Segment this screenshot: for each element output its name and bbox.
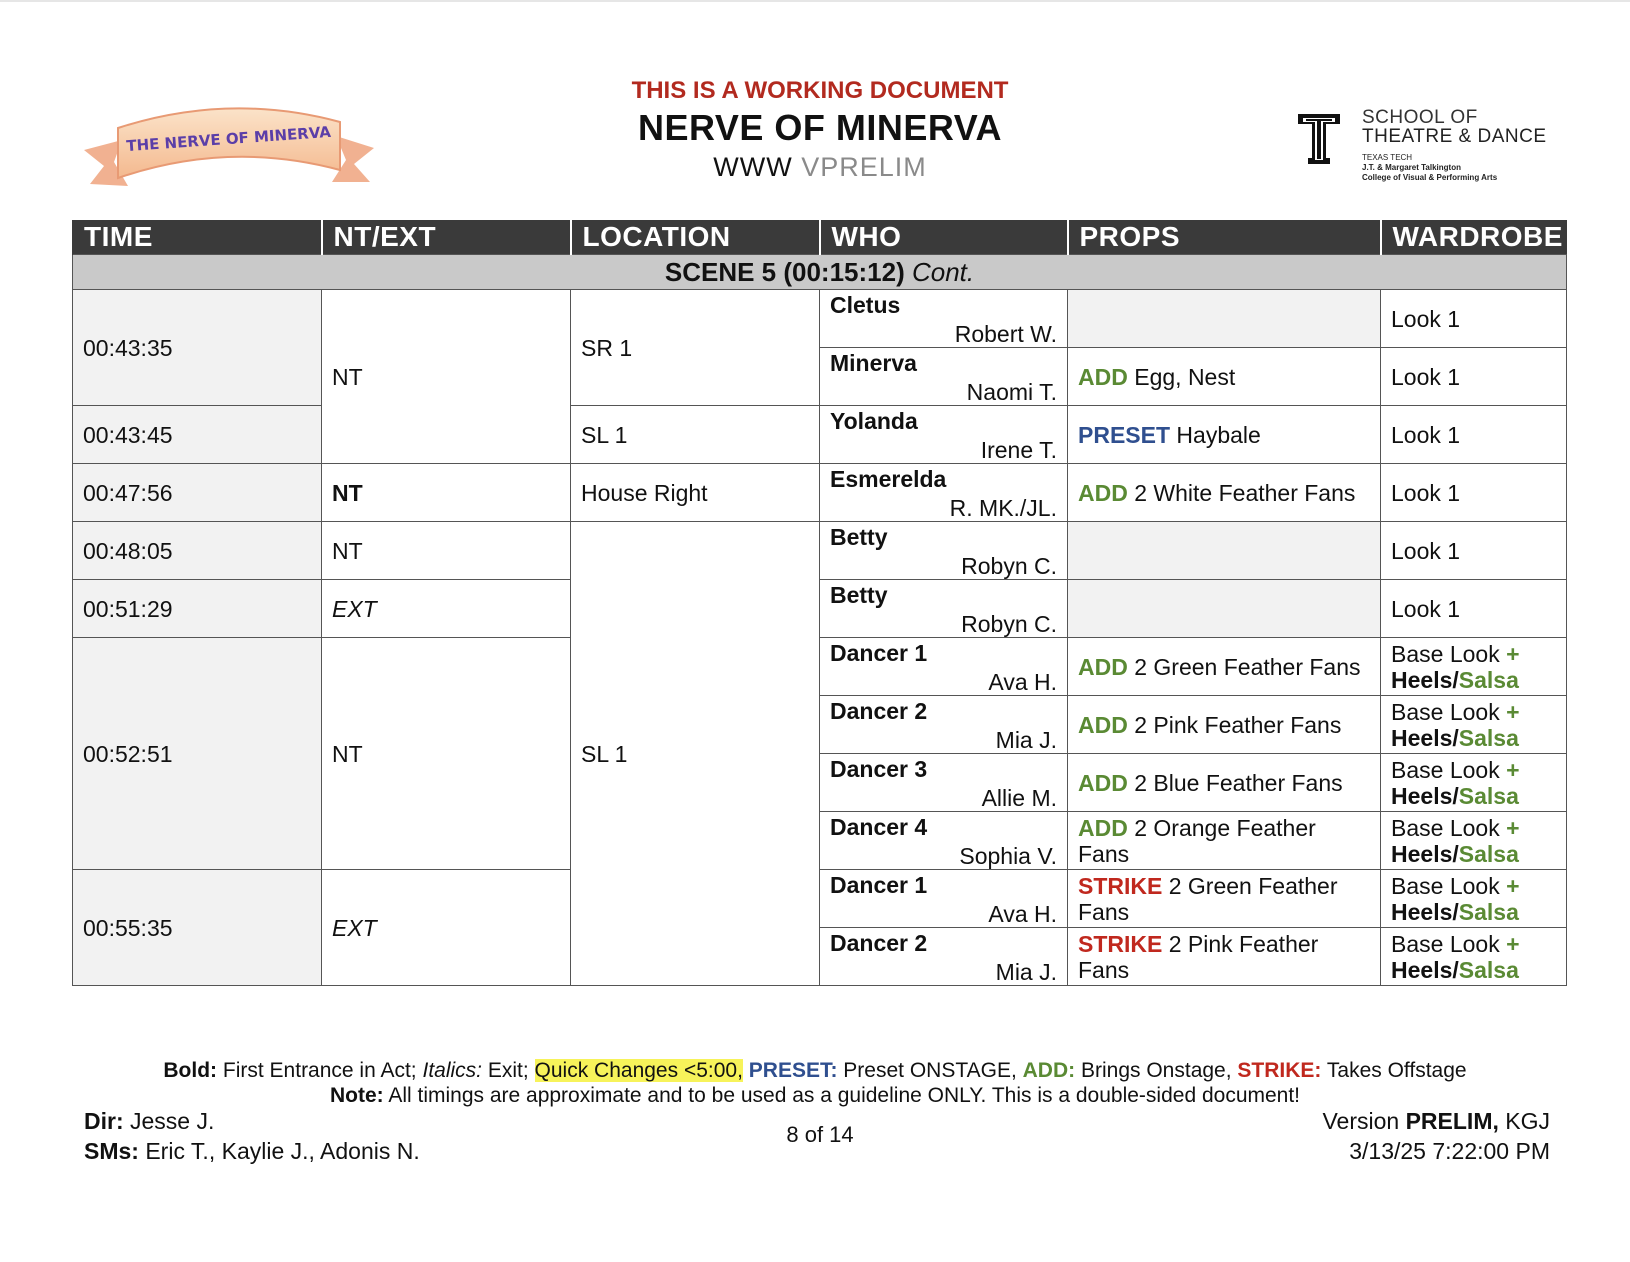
props-keyword-add: ADD (1078, 653, 1128, 680)
legend-bold-text: First Entrance in Act; (222, 1059, 417, 1082)
footer-right (1322, 1106, 1550, 1166)
wardrobe-base: Base Look (1391, 756, 1500, 783)
wardrobe-base: Base Look (1391, 872, 1500, 899)
who-role: Dancer 2 (830, 930, 928, 956)
time-cell: 00:43:35 (73, 290, 322, 406)
who-actor: R. MK./JL. (949, 495, 1057, 521)
column-header-props: PROPS (1068, 220, 1381, 255)
location-cell: SL 1 (571, 522, 820, 986)
wardrobe-salsa: Salsa (1458, 724, 1519, 751)
who-actor: Naomi T. (966, 379, 1057, 405)
who-role: Betty (830, 524, 888, 550)
legend-note (0, 1083, 1630, 1108)
props-keyword-add: ADD (1078, 769, 1128, 796)
sms-label: SMs: (84, 1138, 139, 1164)
who-cell (820, 812, 1068, 870)
wardrobe-plus: + (1506, 930, 1520, 957)
nt-ext-cell: NT (322, 522, 571, 580)
who-cell (820, 348, 1068, 406)
who-cell (820, 406, 1068, 464)
wardrobe-plus: + (1506, 698, 1520, 725)
props-keyword-add: ADD (1078, 711, 1128, 738)
who-role: Betty (830, 582, 888, 608)
document-header (560, 76, 1080, 184)
legend-preset-label: PRESET: (748, 1059, 838, 1082)
props-cell (1068, 348, 1381, 406)
wardrobe-cell: Look 1 (1381, 406, 1567, 464)
who-actor: Robyn C. (961, 611, 1057, 637)
working-document-label: THIS IS A WORKING DOCUMENT (631, 77, 1009, 104)
version-line (1322, 1106, 1550, 1136)
wardrobe-plus: + (1506, 814, 1520, 841)
wardrobe-base: Base Look (1391, 640, 1500, 667)
wardrobe-cell (1381, 870, 1567, 928)
wardrobe-heels: Heels/ (1391, 840, 1459, 867)
who-cell (820, 754, 1068, 812)
footer-left (84, 1106, 420, 1166)
props-cell (1068, 464, 1381, 522)
who-role: Minerva (830, 350, 917, 376)
table-row (73, 290, 1567, 348)
wardrobe-plus: + (1506, 756, 1520, 783)
props-item: 2 Orange Feather Fans (1078, 814, 1316, 867)
site-suffix: VPRELIM (801, 152, 927, 182)
note-label: Note: (329, 1084, 384, 1107)
who-role: Esmerelda (830, 466, 947, 492)
wardrobe-cell: Look 1 (1381, 580, 1567, 638)
wardrobe-cell (1381, 638, 1567, 696)
props-cell (1068, 522, 1381, 580)
school-line2: THEATRE & DANCE (1362, 126, 1547, 147)
who-role: Dancer 2 (830, 698, 928, 724)
version-value: PRELIM, (1405, 1108, 1499, 1134)
time-cell: 00:48:05 (73, 522, 322, 580)
svg-text:THE NERVE OF MINERVA: THE NERVE OF MINERVA (125, 122, 332, 156)
school-logo (1296, 108, 1576, 188)
wardrobe-salsa: Salsa (1458, 666, 1519, 693)
legend-quick-changes: Quick Changes <5:00, (534, 1059, 743, 1082)
column-header-who: WHO (820, 220, 1068, 255)
legend-italics-text: Exit; (487, 1059, 529, 1082)
nt-ext-cell: NT (322, 464, 571, 522)
stage-managers-line (84, 1136, 420, 1166)
table-row (73, 406, 1567, 464)
site-line (560, 150, 1080, 184)
props-keyword-preset: PRESET (1078, 421, 1171, 448)
school-small-text (1362, 153, 1547, 183)
column-header-nt-ext: NT/EXT (322, 220, 571, 255)
nt-ext-cell: EXT (322, 580, 571, 638)
props-item: Egg, Nest (1134, 363, 1236, 390)
legend-strike-text: Takes Offstage (1326, 1059, 1467, 1082)
wardrobe-heels: Heels/ (1391, 782, 1459, 809)
who-cell (820, 928, 1068, 986)
who-cell (820, 638, 1068, 696)
props-item: 2 Pink Feather Fans (1078, 930, 1319, 983)
props-item: 2 Green Feather Fans (1134, 653, 1361, 680)
props-cell (1068, 870, 1381, 928)
props-item: 2 Pink Feather Fans (1134, 711, 1342, 738)
wardrobe-cell (1381, 754, 1567, 812)
props-keyword-add: ADD (1078, 479, 1128, 506)
who-role: Dancer 1 (830, 872, 928, 898)
location-cell: SR 1 (571, 290, 820, 406)
document-datetime: 3/13/25 7:22:00 PM (1349, 1138, 1550, 1164)
props-keyword-add: ADD (1078, 363, 1128, 390)
who-actor: Sophia V. (959, 843, 1057, 869)
table-row (73, 522, 1567, 580)
time-cell: 00:47:56 (73, 464, 322, 522)
props-cell (1068, 812, 1381, 870)
who-cell (820, 870, 1068, 928)
legend-bold-label: Bold: (163, 1059, 218, 1082)
legend-line1 (0, 1058, 1630, 1083)
school-text-block (1362, 108, 1547, 183)
legend-strike-label: STRIKE: (1237, 1059, 1322, 1082)
who-actor: Allie M. (981, 785, 1057, 811)
run-sheet-table (72, 220, 1567, 986)
wardrobe-heels: Heels/ (1391, 724, 1459, 751)
legend-add-text: Brings Onstage, (1080, 1059, 1232, 1082)
wardrobe-cell (1381, 812, 1567, 870)
props-item: 2 Green Feather Fans (1078, 872, 1338, 925)
legend-italics-label: Italics: (422, 1059, 482, 1082)
school-line1: SCHOOL OF (1362, 107, 1478, 128)
site-prefix: WWW (713, 152, 793, 182)
props-cell (1068, 406, 1381, 464)
scene-row (73, 255, 1567, 290)
wardrobe-heels: Heels/ (1391, 666, 1459, 693)
double-t-icon (1296, 110, 1342, 166)
top-rule (0, 0, 1630, 2)
wardrobe-base: Base Look (1391, 814, 1500, 841)
who-cell (820, 522, 1068, 580)
props-cell (1068, 754, 1381, 812)
wardrobe-heels: Heels/ (1391, 956, 1459, 983)
wardrobe-cell: Look 1 (1381, 348, 1567, 406)
props-cell (1068, 290, 1381, 348)
who-actor: Mia J. (995, 727, 1057, 753)
wardrobe-heels: Heels/ (1391, 898, 1459, 925)
scene-title: SCENE 5 (00:15:12) (664, 257, 905, 287)
wardrobe-cell (1381, 696, 1567, 754)
director-label: Dir: (84, 1108, 124, 1134)
who-actor: Mia J. (995, 959, 1057, 985)
wardrobe-salsa: Salsa (1458, 782, 1519, 809)
location-cell: SL 1 (571, 406, 820, 464)
who-role: Cletus (830, 292, 901, 318)
time-cell: 00:43:45 (73, 406, 322, 464)
version-initials: KGJ (1505, 1108, 1550, 1134)
time-cell: 00:52:51 (73, 638, 322, 870)
wardrobe-salsa: Salsa (1458, 956, 1519, 983)
wardrobe-cell (1381, 928, 1567, 986)
time-cell: 00:55:35 (73, 870, 322, 986)
school-small-2: J.T. & Margaret Talkington (1362, 163, 1461, 172)
wardrobe-cell: Look 1 (1381, 522, 1567, 580)
props-cell (1068, 696, 1381, 754)
legend-add-label: ADD: (1022, 1059, 1076, 1082)
note-text: All timings are approximate and to be used as a guideline ONLY. This is a double-sided document! (388, 1084, 1301, 1107)
props-item: Haybale (1176, 421, 1261, 448)
who-actor: Robert W. (954, 321, 1057, 347)
props-keyword-add: ADD (1078, 814, 1128, 841)
column-header-time: TIME (73, 220, 322, 255)
who-actor: Robyn C. (961, 553, 1057, 579)
who-cell (820, 464, 1068, 522)
who-cell (820, 696, 1068, 754)
column-header-location: LOCATION (571, 220, 820, 255)
table-header-row (73, 220, 1567, 255)
legend (0, 1058, 1630, 1108)
props-cell (1068, 638, 1381, 696)
wardrobe-plus: + (1506, 872, 1520, 899)
wardrobe-salsa: Salsa (1458, 898, 1519, 925)
nerve-of-minerva-banner-logo (84, 100, 374, 200)
school-small-1: TEXAS TECH (1362, 153, 1413, 162)
props-cell (1068, 580, 1381, 638)
who-role: Dancer 3 (830, 756, 928, 782)
wardrobe-cell: Look 1 (1381, 290, 1567, 348)
who-role: Dancer 4 (830, 814, 928, 840)
wardrobe-plus: + (1506, 640, 1520, 667)
who-role: Yolanda (830, 408, 918, 434)
props-keyword-strike: STRIKE (1078, 872, 1163, 899)
who-actor: Irene T. (980, 437, 1057, 463)
scene-heading (73, 255, 1567, 290)
who-cell (820, 580, 1068, 638)
wardrobe-base: Base Look (1391, 698, 1500, 725)
scene-cont: Cont. (911, 257, 975, 287)
nt-ext-cell: EXT (322, 870, 571, 986)
wardrobe-cell: Look 1 (1381, 464, 1567, 522)
school-small-3: College of Visual & Performing Arts (1362, 173, 1498, 182)
page-number: 8 of 14 (786, 1122, 854, 1147)
props-item: 2 White Feather Fans (1134, 479, 1356, 506)
props-keyword-strike: STRIKE (1078, 930, 1163, 957)
document-title: NERVE OF MINERVA (637, 107, 1003, 148)
who-actor: Ava H. (988, 669, 1057, 695)
nt-ext-cell: NT (322, 290, 571, 464)
location-cell: House Right (571, 464, 820, 522)
table-row (73, 464, 1567, 522)
props-item: 2 Blue Feather Fans (1134, 769, 1343, 796)
wardrobe-salsa: Salsa (1458, 840, 1519, 867)
table-row (73, 870, 1567, 928)
sms-value: Eric T., Kaylie J., Adonis N. (145, 1138, 420, 1164)
version-label: Version (1322, 1108, 1400, 1134)
legend-preset-text: Preset ONSTAGE, (843, 1059, 1017, 1082)
who-role: Dancer 1 (830, 640, 928, 666)
who-cell (820, 290, 1068, 348)
nt-ext-cell: NT (322, 638, 571, 870)
who-actor: Ava H. (988, 901, 1057, 927)
props-cell (1068, 928, 1381, 986)
table-row (73, 638, 1567, 696)
table-row (73, 580, 1567, 638)
director-value: Jesse J. (130, 1108, 215, 1134)
time-cell: 00:51:29 (73, 580, 322, 638)
director-line (84, 1106, 420, 1136)
column-header-wardrobe: WARDROBE (1381, 220, 1567, 255)
wardrobe-base: Base Look (1391, 930, 1500, 957)
